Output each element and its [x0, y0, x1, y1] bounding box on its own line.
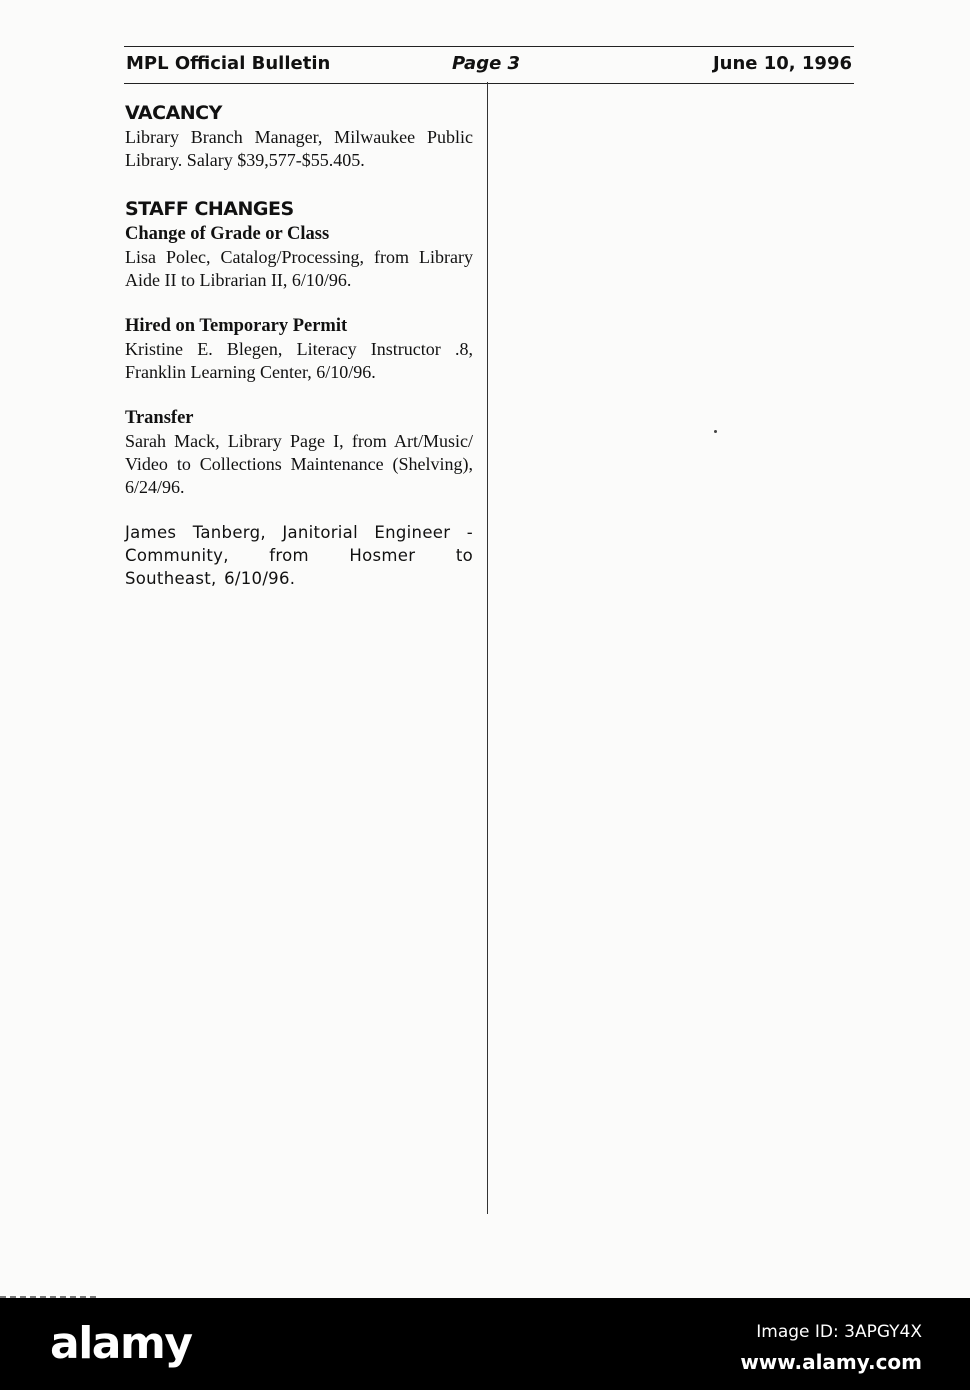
left-column: [125, 100, 473, 590]
grade-change-heading: Change of Grade or Class: [125, 224, 330, 244]
transfer-heading: Transfer: [125, 408, 194, 428]
temporary-permit-block: [125, 314, 473, 384]
staff-changes-heading: STAFF CHANGES: [125, 198, 294, 220]
vacancy-text: Library Branch Manager, Milwaukee Public Library. Salary $39,577-$55.405.: [125, 127, 473, 170]
image-id: Image ID: 3APGY4X: [756, 1322, 922, 1342]
temporary-permit-text: Kristine E. Blegen, Literacy Instructor .8, Franklin Learning Center, 6/10/96.: [125, 339, 473, 382]
temporary-permit-heading: Hired on Temporary Permit: [125, 316, 348, 336]
transfer-text-2: James Tanberg, Janitorial Engineer - Community, from Hosmer to Southeast, 6/10/96.: [125, 523, 473, 588]
transfer-block: [125, 406, 473, 499]
staff-changes-section: [125, 196, 473, 590]
bulletin-date: June 10, 1996: [712, 53, 852, 74]
page-header: [124, 46, 854, 84]
bulletin-title: MPL Official Bulletin: [126, 53, 331, 74]
grade-change-block: [125, 222, 473, 292]
scan-speck: [714, 430, 717, 433]
vacancy-section: [125, 100, 473, 172]
transfer-text-1: Sarah Mack, Library Page I, from Art/Music/ Video to Collections Maintenance (Shelving), 6/24/96.: [125, 431, 473, 497]
vacancy-heading: VACANCY: [125, 102, 222, 124]
alamy-logo: alamy: [50, 1318, 192, 1369]
column-divider: [487, 82, 488, 1214]
site-url: www.alamy.com: [740, 1350, 922, 1374]
grade-change-text: Lisa Polec, Catalog/Processing, from Library Aide II to Librarian II, 6/10/96.: [125, 247, 473, 290]
page-number: Page 3: [452, 53, 521, 74]
